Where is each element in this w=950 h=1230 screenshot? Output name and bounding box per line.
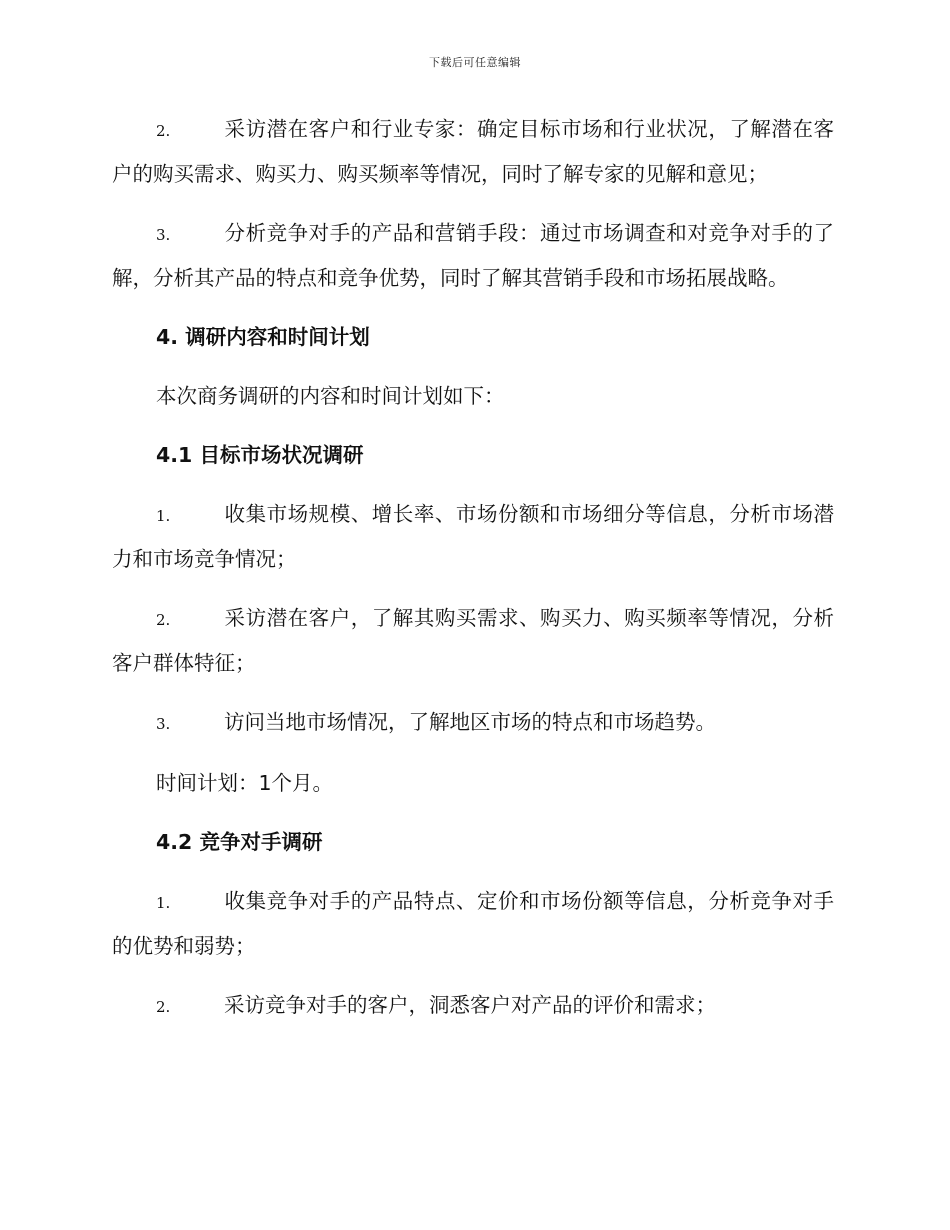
list-item [112,212,834,300]
list-item [112,597,834,685]
subsection-heading: 4.2 竞争对手调研 [156,830,323,854]
list-number: 2. [156,998,171,1016]
list-text: 采访潜在客户和行业专家：确定目标市场和行业状况，了解潜在客户的购买需求、购买力、购买频率等情况，同时了解专家的见解和意见； [112,117,834,186]
list-number: 1. [156,894,171,912]
paragraph: 时间计划：1个月。 [156,771,334,795]
list-text: 分析竞争对手的产品和营销手段：通过市场调查和对竞争对手的了解，分析其产品的特点和竞争优势，同时了解其营销手段和市场拓展战略。 [112,221,834,290]
list-text: 收集竞争对手的产品特点、定价和市场份额等信息，分析竞争对手的优势和弱势； [112,889,834,958]
document-body [112,108,834,1045]
page-header: 下载后可任意编辑 [429,56,521,69]
list-item [112,984,834,1029]
list-text: 采访潜在客户，了解其购买需求、购买力、购买频率等情况，分析客户群体特征； [112,606,834,675]
list-number: 2. [156,122,171,140]
list-text: 收集市场规模、增长率、市场份额和市场细分等信息，分析市场潜力和市场竞争情况； [112,502,834,571]
list-item [112,493,834,581]
section-heading: 4. 调研内容和时间计划 [156,325,370,349]
subsection-heading: 4.1 目标市场状况调研 [156,443,364,467]
list-item [112,701,834,746]
list-item [112,880,834,968]
list-number: 1. [156,507,171,525]
paragraph: 本次商务调研的内容和时间计划如下： [156,384,505,408]
list-number: 2. [156,611,171,629]
list-text: 访问当地市场情况，了解地区市场的特点和市场趋势。 [224,710,716,734]
list-text: 采访竞争对手的客户，洞悉客户对产品的评价和需求； [224,993,716,1017]
list-item [112,108,834,196]
list-number: 3. [156,715,171,733]
list-number: 3. [156,226,171,244]
